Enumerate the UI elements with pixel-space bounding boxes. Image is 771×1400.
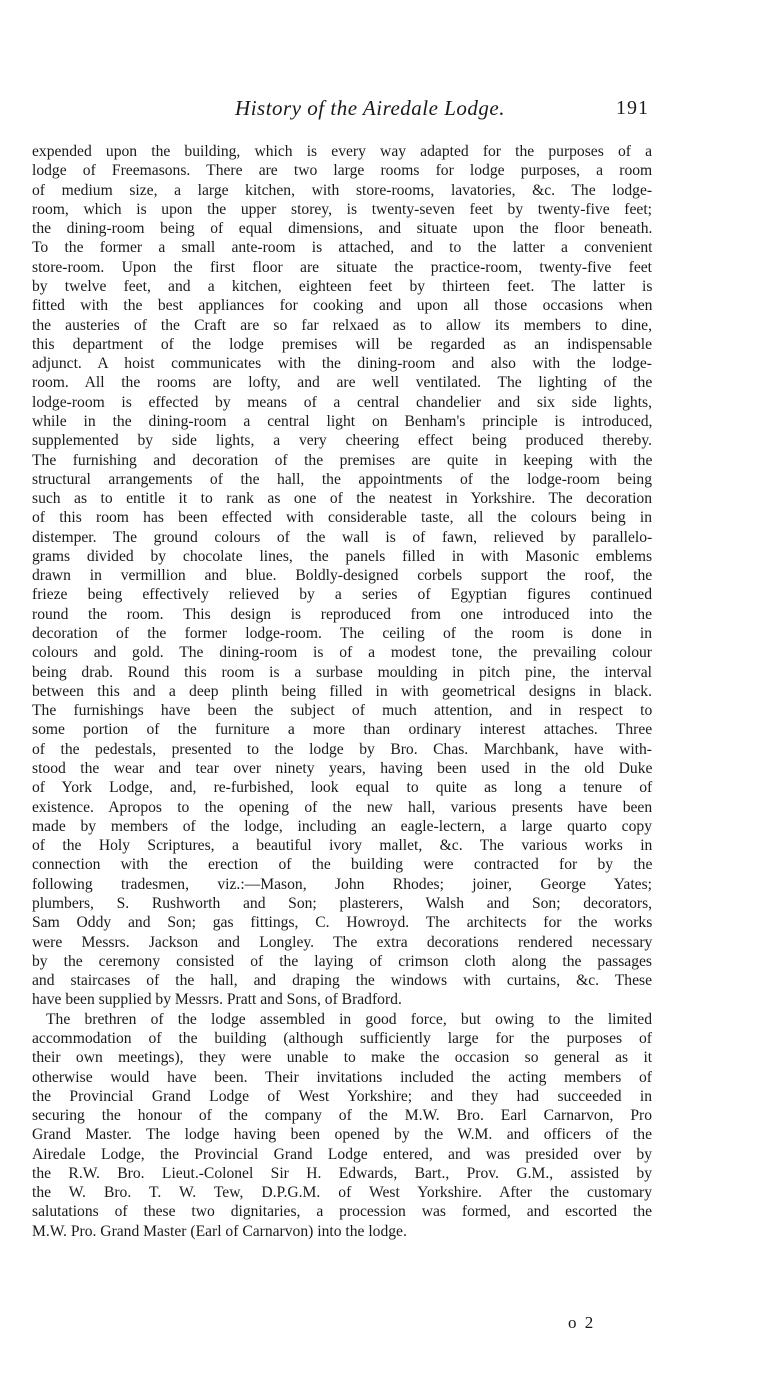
text-line: salutations of these two dignitaries, a procession was formed, and escorted the xyxy=(32,1203,653,1221)
text-line: the dining-room being of equal dimensions, and situate upon the floor beneath. xyxy=(32,220,653,238)
text-line: The furnishing and decoration of the premises are quite in keeping with the xyxy=(32,451,653,469)
text-line: such as to entitle it to rank as one of the neatest in Yorkshire. The decoration xyxy=(32,490,652,508)
text-line: have been supplied by Messrs. Pratt and Sons, of Bradford. xyxy=(32,991,402,1009)
text-line: structural arrangements of the hall, the appointments of the lodge-room being xyxy=(32,470,652,488)
text-line: adjunct. A hoist communicates with the dining-room and also with the lodge- xyxy=(32,355,652,373)
text-line: room. All the rooms are lofty, and are well ventilated. The lighting of the xyxy=(32,374,653,392)
text-line: supplemented by side lights, a very cheering effect being produced thereby. xyxy=(32,432,652,450)
text-line: lodge of Freemasons. There are two large rooms for lodge purposes, a room xyxy=(32,162,653,180)
text-line: round the room. This design is reproduced from one introduced into the xyxy=(32,605,652,623)
text-line: the austeries of the Craft are so far relxaed as to allow its members to dine, xyxy=(32,316,652,334)
text-line: of the pedestals, presented to the lodge by Bro. Chas. Marchbank, have with- xyxy=(32,740,652,758)
page-number: 191 xyxy=(616,97,649,119)
text-line: lodge-room is effected by means of a central chandelier and six side lights, xyxy=(32,393,652,411)
text-line: accommodation of the building (although sufficiently large for the purposes of xyxy=(32,1029,652,1047)
text-line: The brethren of the lodge assembled in good force, but owing to the limited xyxy=(46,1010,653,1028)
text-line: the R.W. Bro. Lieut.-Colonel Sir H. Edwards, Bart., Prov. G.M., assisted by xyxy=(32,1164,652,1182)
paragraph xyxy=(32,142,652,1010)
text-line: Sam Oddy and Son; gas fittings, C. Howroyd. The architects for the works xyxy=(32,914,653,932)
text-line: expended upon the building, which is every way adapted for the purposes of a xyxy=(32,143,652,160)
text-line: drawn in vermillion and blue. Boldly-designed corbels support the roof, the xyxy=(32,567,653,585)
text-line: room, which is upon the upper storey, is twenty-seven feet by twenty-five feet; xyxy=(32,200,652,218)
text-line: Airedale Lodge, the Provincial Grand Lodge entered, and was presided over by xyxy=(32,1145,652,1163)
text-line: securing the honour of the company of the M.W. Bro. Earl Carnarvon, Pro xyxy=(32,1107,652,1125)
running-title: History of the Airedale Lodge. xyxy=(235,96,505,120)
text-line: by twelve feet, and a kitchen, eighteen feet by thirteen feet. The latter is xyxy=(32,277,653,295)
text-line: distemper. The ground colours of the wall is of fawn, relieved by parallelo- xyxy=(32,528,653,546)
text-line: existence. Apropos to the opening of the new hall, various presents have been xyxy=(32,798,653,816)
text-line: store-room. Upon the first floor are situate the practice-room, twenty-five feet xyxy=(32,258,652,276)
text-line: stood the wear and tear over ninety years, having been used in the old Duke xyxy=(32,760,653,777)
text-line: otherwise would have been. Their invitations included the acting members of xyxy=(32,1068,652,1086)
text-line: of York Lodge, and, re-furbished, look equal to quite as long a tenure of xyxy=(32,779,653,797)
signature-mark: o 2 xyxy=(568,1313,596,1332)
text-line: connection with the erection of the building were contracted for by the xyxy=(32,856,653,874)
text-line: grams divided by chocolate lines, the panels filled in with Masonic emblems xyxy=(32,547,653,565)
text-line: plumbers, S. Rushworth and Son; plasterers, Walsh and Son; decorators, xyxy=(32,894,653,912)
text-line: Grand Master. The lodge having been opened by the W.M. and officers of the xyxy=(32,1126,652,1144)
text-line: decoration of the former lodge-room. The ceiling of the room is done in xyxy=(32,625,652,643)
text-line: the W. Bro. T. W. Tew, D.P.G.M. of West Yorkshire. After the customary xyxy=(32,1184,652,1202)
running-header xyxy=(0,96,771,126)
text-line: by the ceremony consisted of the laying of crimson cloth along the passages xyxy=(32,952,652,970)
paragraph xyxy=(32,1010,652,1241)
text-line: being drab. Round this room is a surbase moulding in pitch pine, the interval xyxy=(32,663,652,681)
text-line: their own meetings), they were unable to make the occasion so general as it xyxy=(32,1049,653,1067)
text-line: fitted with the best appliances for cooking and upon all those occasions when xyxy=(32,297,653,315)
text-line: To the former a small ante-room is attached, and to the latter a convenient xyxy=(32,239,653,257)
text-line: the Provincial Grand Lodge of West Yorkshire; and they had succeeded in xyxy=(32,1087,652,1105)
text-line: M.W. Pro. Grand Master (Earl of Carnarvon) into the lodge. xyxy=(32,1222,407,1240)
text-line: while in the dining-room a central light on Benham's principle is introduced, xyxy=(32,412,653,430)
text-line: colours and gold. The dining-room is of a modest tone, the prevailing colour xyxy=(32,644,652,662)
text-line: between this and a deep plinth being filled in with geometrical designs in black. xyxy=(32,682,653,700)
text-line: and staircases of the hall, and draping the windows with curtains, &c. These xyxy=(32,972,652,990)
text-line: frieze being effectively relieved by a series of Egyptian figures continued xyxy=(32,586,652,604)
text-line: of this room has been effected with considerable taste, all the colours being in xyxy=(32,509,652,527)
text-line: of the Holy Scriptures, a beautiful ivory mallet, &c. The various works in xyxy=(32,837,653,855)
text-line: this department of the lodge premises will be regarded as an indispensable xyxy=(32,335,652,353)
text-line: some portion of the furniture a more than ordinary interest attaches. Three xyxy=(32,721,653,739)
text-line: were Messrs. Jackson and Longley. The extra decorations rendered necessary xyxy=(32,933,653,951)
text-line: following tradesmen, viz.:—Mason, John Rhodes; joiner, George Yates; xyxy=(32,875,652,893)
text-line: The furnishings have been the subject of much attention, and in respect to xyxy=(32,702,653,720)
text-line: of medium size, a large kitchen, with store-rooms, lavatories, &c. The lodge- xyxy=(32,181,653,199)
text-line: made by members of the lodge, including an eagle-lectern, a large quarto copy xyxy=(32,817,652,835)
body-text xyxy=(32,142,652,1241)
